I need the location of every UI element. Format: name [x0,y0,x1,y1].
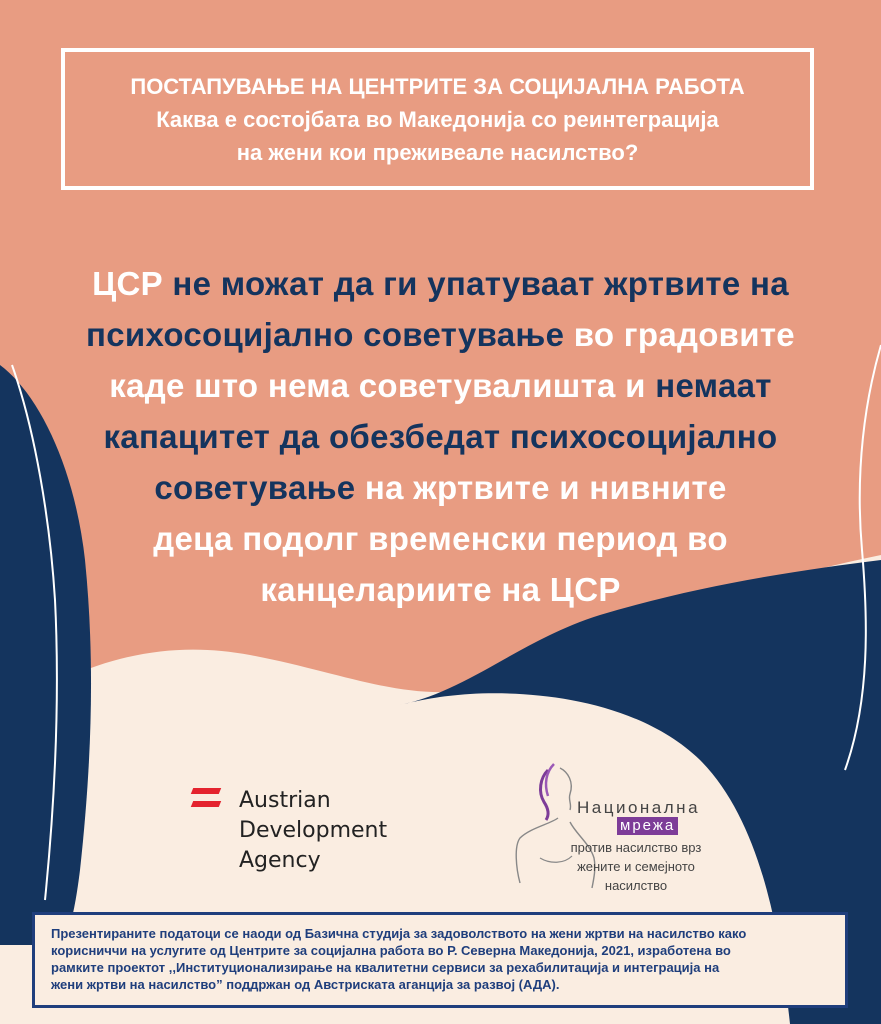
statement-text: немаат [655,367,772,404]
statement-line-4: капацитет да обезбедат психосоцијално [103,418,778,455]
statement-text: во градовите [564,316,795,353]
statement-text: психосоцијално советување [86,316,565,353]
network-subtitle-line-3: насилство [604,878,668,893]
ada-logo-line-3: Agency [239,848,321,873]
title-line-2: Каква е состојбата во Македонија со реинтеграција [156,106,719,132]
statement-line-3 [20,360,861,411]
statement-text: на жртвите и нивните [355,469,727,506]
statement-line-7: канцелариите на ЦСР [260,571,621,608]
network-name: Национална [577,798,701,817]
ada-logo-line-1: Austrian [239,788,331,813]
statement-text: каде што нема советувалишта и [109,367,656,404]
network-subtitle-line-1: против насилство врз [570,840,702,855]
statement-line-6: деца подолг временски период во [153,520,728,557]
national-network-logo [510,758,730,898]
statement-line-5 [20,462,861,513]
title-line-1: ПОСТАПУВАЊЕ НА ЦЕНТРИТЕ ЗА СОЦИЈАЛНА РАБОТА [130,73,745,99]
footer-line-4: жени жртви на насилство” поддржан од Австриската аганција за развој (АДА). [51,977,560,992]
statement-csr: ЦСР [92,265,163,302]
network-subtitle-line-2: жените и семејното [577,859,695,874]
footer-line-3: рамките проектот ,,Институционализирање на квалитетни сервиси за рехабилитација и интеграција на [51,960,720,975]
title-box [61,48,814,190]
footer-line-2: корисниччи на услугите од Центрите за социјална работа во Р. Северна Македонија, 2021, изработена во [51,943,731,958]
ada-logo-text [239,786,387,876]
footer-note [32,912,848,1008]
footer-line-1: Презентираните податоци се наоди од Базична студија за задоволството на жени жртви на насилство како [51,926,747,941]
title-line-3: на жени кои преживеале насилство? [236,139,639,165]
statement-text: не можат да ги упатуваат жртвите на [162,265,789,302]
statement-line-2 [20,309,861,360]
main-statement [20,258,861,615]
austria-flag-icon [192,788,220,808]
network-highlight: мрежа [617,817,678,835]
statement-text: советување [154,469,356,506]
statement-line-1 [20,258,861,309]
ada-logo-line-2: Development [239,818,388,843]
network-subtitle [561,838,711,895]
